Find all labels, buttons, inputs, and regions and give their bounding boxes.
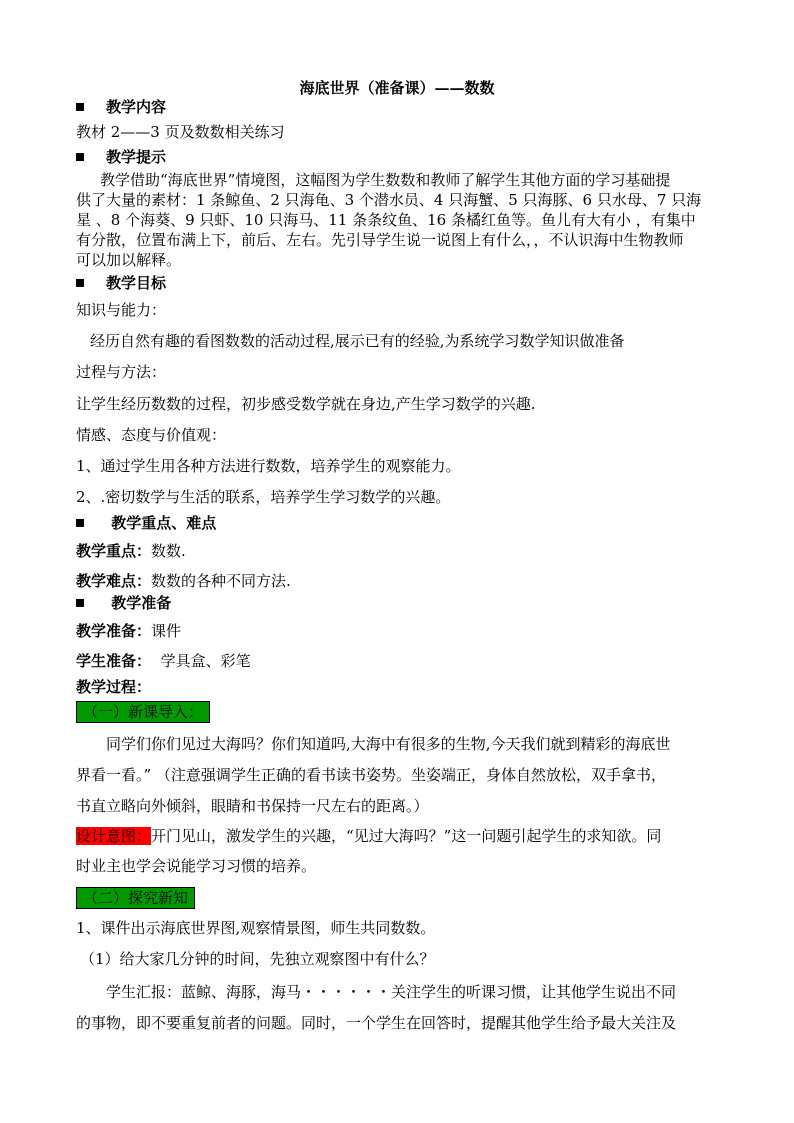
hint-line: 教学借助“海底世界”情境图，这幅图为学生数数和教师了解学生其他方面的学习基础提 — [100, 171, 671, 189]
page-title: 海底世界（准备课）——数数 — [299, 79, 495, 97]
step1-label: （一）新课导入： — [76, 701, 210, 723]
step1-row — [76, 701, 720, 723]
content-text: 教材 2——3 页及数数相关练习 — [76, 123, 285, 141]
process-heading: 教学过程： — [76, 678, 152, 696]
key-point: 教学重点：数数. — [76, 542, 186, 560]
student-prep: 学生准备： 学具盒、彩笔 — [76, 652, 251, 670]
knowledge-label: 知识与能力： — [76, 301, 167, 319]
report-line: 学生汇报：蓝鲸、海豚，海马・・・・・・关注学生的听课习惯，让其他学生说出不同 — [106, 983, 677, 1001]
design-label: 设计意图： — [76, 827, 152, 845]
design-intent: 设计意图：开门见山，激发学生的兴趣，“见过大海吗？”这一问题引起学生的求知欲。同 — [76, 827, 662, 845]
bullet-icon — [76, 153, 84, 161]
step2-item: 1、课件出示海底世界图,观察情景图，师生共同数数。 — [76, 919, 436, 937]
section-heading-prep: 教学准备 — [76, 593, 720, 613]
step2-item: （1）给大家几分钟的时间，先独立观察图中有什么？ — [80, 950, 435, 968]
emotion-item: 2、.密切数学与生活的联系，培养学生学习数学的兴趣。 — [76, 488, 451, 506]
bullet-icon — [76, 103, 84, 111]
process-label: 过程与方法： — [76, 363, 167, 381]
hint-line: 有分散，位置布满上下，前后、左右。先引导学生说一说图上有什么，，不认识海中生物教师 — [76, 231, 684, 249]
hint-line: 供了大量的素材：1 条鲸鱼、2 只海龟、3 个潜水员、4 只海蟹、5 只海豚、6 只水母、7 只海 — [76, 191, 702, 209]
section-heading-hint: 教学提示 — [76, 147, 720, 167]
process-text: 让学生经历数数的过程，初步感受数学就在身边,产生学习数学的兴趣. — [76, 395, 536, 413]
bullet-icon — [76, 599, 84, 607]
report-line: 的事物，即不要重复前者的问题。同时，一个学生在回答时，提醒其他学生给予最大关注及 — [76, 1014, 677, 1032]
section-heading-goal: 教学目标 — [76, 273, 720, 293]
step2-row — [76, 887, 720, 909]
bullet-icon — [76, 279, 84, 287]
hint-line: 星 、8 个海葵、9 只虾、10 只海马、11 条条纹鱼、16 条橘红鱼等。鱼儿有大有小 ，有集中 — [76, 211, 696, 229]
difficult-point: 教学难点：数数的各种不同方法. — [76, 572, 291, 590]
step2-label: （二）探究新知 — [76, 887, 195, 909]
step1-line: 同学们你们见过大海吗？你们知道吗,大海中有很多的生物,今天我们就到精彩的海底世 — [106, 735, 671, 753]
teacher-prep: 教学准备：课件 — [76, 622, 182, 640]
design-text: 时业主也学会说能学习习惯的培养。 — [76, 857, 317, 875]
hint-line: 可以加以解释。 — [76, 251, 182, 269]
section-heading-content: 教学内容 — [76, 97, 720, 117]
emotion-item: 1、通过学生用各种方法进行数数，培养学生的观察能力。 — [76, 457, 461, 475]
section-heading-key: 教学重点、难点 — [76, 513, 720, 533]
bullet-icon — [76, 519, 84, 527]
step1-line: 界看一看。” （注意强调学生正确的看书读书姿势。坐姿端正，身体自然放松，双手拿书， — [76, 766, 666, 784]
step1-line: 书直立略向外倾斜，眼睛和书保持一尺左右的距离。） — [76, 797, 429, 815]
emotion-label: 情感、态度与价值观： — [76, 426, 227, 444]
knowledge-text: 经历自然有趣的看图数数的活动过程,展示已有的经验,为系统学习数学知识做准备 — [90, 332, 625, 350]
